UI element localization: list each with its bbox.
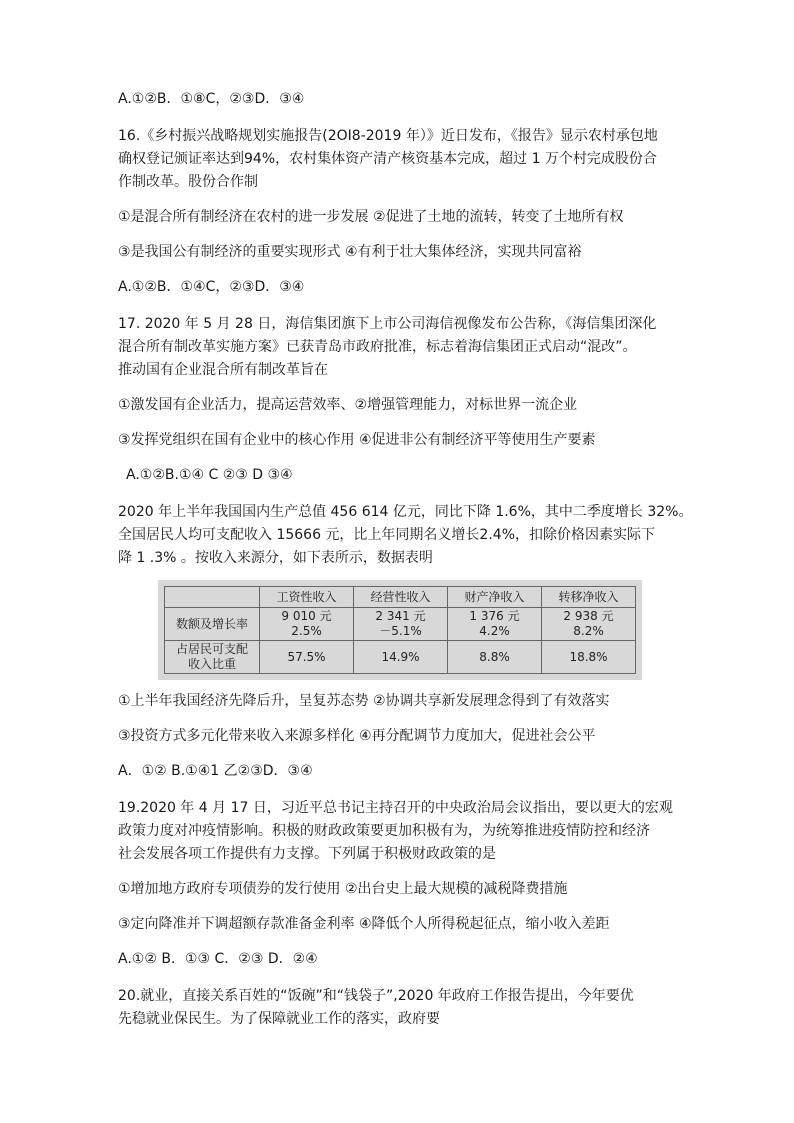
q18-stem-line-3: 降 1 .3% 。按收入来源分，如下表所示，数据表明 — [118, 550, 433, 566]
table-cell: 57.5% — [260, 641, 354, 674]
q16-stem-line-3: 作制改革。股份合作制 — [118, 174, 258, 190]
q17-stem-line-1: 17. 2020 年 5 月 28 日，海信集团旗下上市公司海信视像发布公告称，《海信集团深化 — [118, 316, 657, 332]
table-cell: 14.9% — [354, 641, 448, 674]
table-row — [165, 608, 636, 641]
table-row — [165, 641, 636, 674]
q16-options-2: ③是我国公有制经济的重要实现形式 ④有利于壮大集体经济，实现共同富裕 — [118, 244, 582, 260]
table-cell: 1 376 元 4.2% — [448, 608, 542, 641]
q19-stem-line-1: 19.2020 年 4 月 17 日，习近平总书记主持召开的中央政治局会议指出，要以更大的宏观 — [118, 800, 673, 816]
q17-stem-line-2: 混合所有制改革实施方案》已获青岛市政府批准，标志着海信集团正式启动“混改”。 — [118, 339, 637, 355]
q18-answers: A．①② B.①④1 乙②③D．③④ — [118, 763, 313, 779]
q18-stem-line-1: 2020 年上半年我国国内生产总值 456 614 亿元，同比下降 1.6%，其中二季度增长 32%。 — [118, 504, 693, 520]
income-table — [164, 586, 636, 674]
table-cell: 18.8% — [542, 641, 636, 674]
q17-answers: A.①②B.①④ C ②③ D ③④ — [126, 467, 293, 483]
table-header-transfer: 转移净收入 — [542, 587, 636, 608]
q19-options-2: ③定向降准并下调超额存款准备金利率 ④降低个人所得税起征点，缩小收入差距 — [118, 916, 610, 932]
table-header-wage: 工资性收入 — [260, 587, 354, 608]
table-header-property: 财产净收入 — [448, 587, 542, 608]
table-cell: 8.8% — [448, 641, 542, 674]
income-table-photo — [158, 580, 642, 680]
table-header-business: 经营性收入 — [354, 587, 448, 608]
q18-stem-line-2: 全国居民人均可支配收入 15666 元，比上年同期名义增长2.4%，扣除价格因素实际下 — [118, 527, 656, 543]
row-label-share: 占居民可支配 收入比重 — [165, 641, 260, 674]
table-header-blank — [165, 587, 260, 608]
table-cell: 9 010 元 2.5% — [260, 608, 354, 641]
q19-stem-line-3: 社会发展各项工作提供有力支撑。下列属于积极财政政策的是 — [118, 846, 496, 862]
table-cell: 2 341 元 －5.1% — [354, 608, 448, 641]
q17-stem-line-3: 推动国有企业混合所有制改革旨在 — [118, 362, 328, 378]
q18-options-1: ①上半年我国经济先降后升，呈复苏态势 ②协调共享新发展理念得到了有效落实 — [118, 693, 610, 709]
q16-answers: A.①②B．①④C，②③D．③④ — [118, 279, 305, 295]
q16-options-1: ①是混合所有制经济在农村的进一步发展 ②促进了土地的流转，转变了土地所有权 — [118, 209, 624, 225]
q17-options-1: ①激发国有企业活力，提高运营效率、②增强管理能力，对标世界一流企业 — [118, 397, 578, 413]
q19-answers: A.①② B．①③ C．②③ D．②④ — [118, 951, 318, 967]
q16-stem-line-1: 16.《乡村振兴战略规划实施报告(2OI8-2019 年）》近日发布，《报告》显示农村承包地 — [118, 128, 658, 144]
q20-stem-line-1: 20.就业，直接关系百姓的“饭碗”和“钱袋子”,2020 年政府工作报告提出，今年要优 — [118, 988, 634, 1004]
q18-options-2: ③投资方式多元化带来收入来源多样化 ④再分配调节力度加大，促进社会公平 — [118, 728, 596, 744]
q16-stem-line-2: 确权登记颁证率达到94%，农村集体资产清产核资基本完成，超过 1 万个村完成股份合 — [118, 151, 657, 167]
table-cell: 2 938 元 8.2% — [542, 608, 636, 641]
q20-stem-line-2: 先稳就业保民生。为了保障就业工作的落实，政府要 — [118, 1011, 440, 1027]
q19-options-1: ①增加地方政府专项债券的发行使用 ②出台史上最大规模的减税降费措施 — [118, 881, 568, 897]
exam-page — [118, 88, 693, 1031]
q19-stem-line-2: 政策力度对冲疫情影响。积极的财政政策要更加积极有为，为统筹推进疫情防控和经济 — [118, 823, 650, 839]
row-label-amount: 数额及增长率 — [165, 608, 260, 641]
q17-options-2: ③发挥党组织在国有企业中的核心作用 ④促进非公有制经济平等使用生产要素 — [118, 432, 596, 448]
table-header-row — [165, 587, 636, 608]
q15-answers: A.①②B．①⑧C，②③D．③④ — [118, 91, 305, 107]
